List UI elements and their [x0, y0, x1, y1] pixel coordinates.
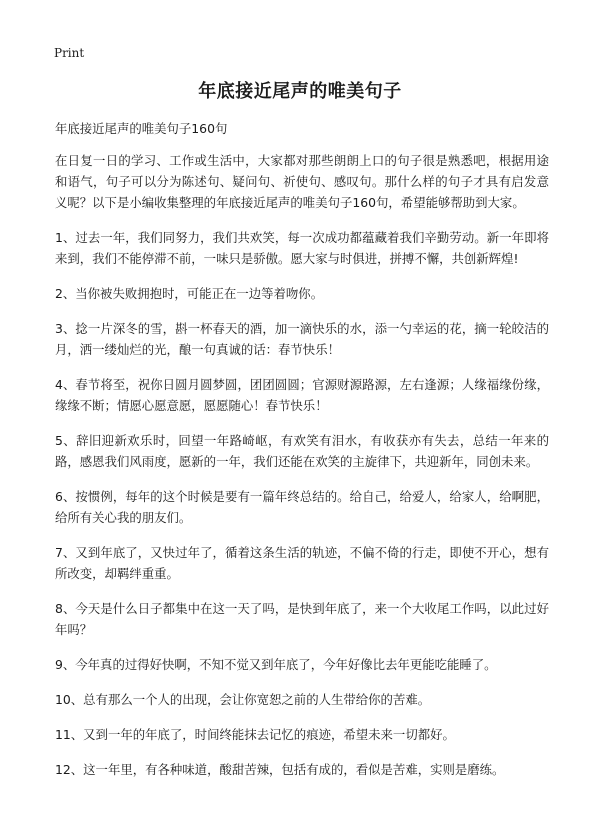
page-title: 年底接近尾声的唯美句子 [198, 81, 402, 102]
list-item: 5、辞旧迎新欢乐时，回望一年路崎岖，有欢笑有泪水，有收获亦有失去，总结一年来的路，感恩我们风雨度，愿新的一年，我们还能在欢笑的主旋律下，共迎新年，同创未来。 [55, 433, 549, 469]
list-item: 8、今天是什么日子都集中在这一天了吗，是快到年底了，来一个大收尾工作吗，以此过好年吗？ [55, 601, 549, 637]
list-item: 1、过去一年，我们同努力，我们共欢笑，每一次成功都蕴藏着我们辛勤劳动。新一年即将来到，我们不能停滞不前，一味只是骄傲。愿大家与时俱进，拼搏不懈，共创新辉煌! [55, 230, 549, 266]
list-item: 4、春节将至，祝你日圆月圆梦圆，团团圆圆；官源财源路源，左右逢源；人缘福缘份缘，缘缘不断；情愿心愿意愿，愿愿随心！春节快乐！ [55, 377, 549, 413]
article-subtitle: 年底接近尾声的唯美句子160句 [55, 121, 228, 136]
list-item: 9、今年真的过得好快啊，不知不觉又到年底了，今年好像比去年更能吃能睡了。 [55, 657, 497, 672]
print-link[interactable]: Print [54, 46, 85, 60]
article-body [55, 118, 549, 794]
list-item: 2、当你被失败拥抱时，可能正在一边等着吻你。 [55, 286, 324, 301]
intro-paragraph: 在日复一日的学习、工作或生活中，大家都对那些朗朗上口的句子很是熟悉吧，根据用途和语气，句子可以分为陈述句、疑问句、祈使句、感叹句。那什么样的句子才具有启发意义呢？以下是小编收集整理的年底接近尾声的唯美句子160句，希望能够帮助到大家。 [55, 153, 549, 210]
list-item: 7、又到年底了，又快过年了，循着这条生活的轨迹，不偏不倚的行走，即使不开心，想有所改变，却羁绊重重。 [55, 545, 549, 581]
list-item: 11、又到一年的年底了，时间终能抹去记忆的痕迹，希望未来一切都好。 [55, 727, 455, 742]
list-item: 6、按惯例，每年的这个时候是要有一篇年终总结的。给自己，给爱人，给家人，给啊肥，给所有关心我的朋友们。 [55, 489, 549, 525]
list-item: 10、总有那么一个人的出现，会让你宽恕之前的人生带给你的苦难。 [55, 692, 431, 707]
list-item: 3、捻一片深冬的雪，斟一杯春天的酒，加一滴快乐的水，添一勺幸运的花，摘一轮皎洁的月，洒一缕灿烂的光，酿一句真诚的话：春节快乐！ [55, 321, 549, 357]
list-item: 12、这一年里，有各种味道，酸甜苦辣，包括有成的，看似是苦难，实则是磨练。 [55, 762, 505, 777]
